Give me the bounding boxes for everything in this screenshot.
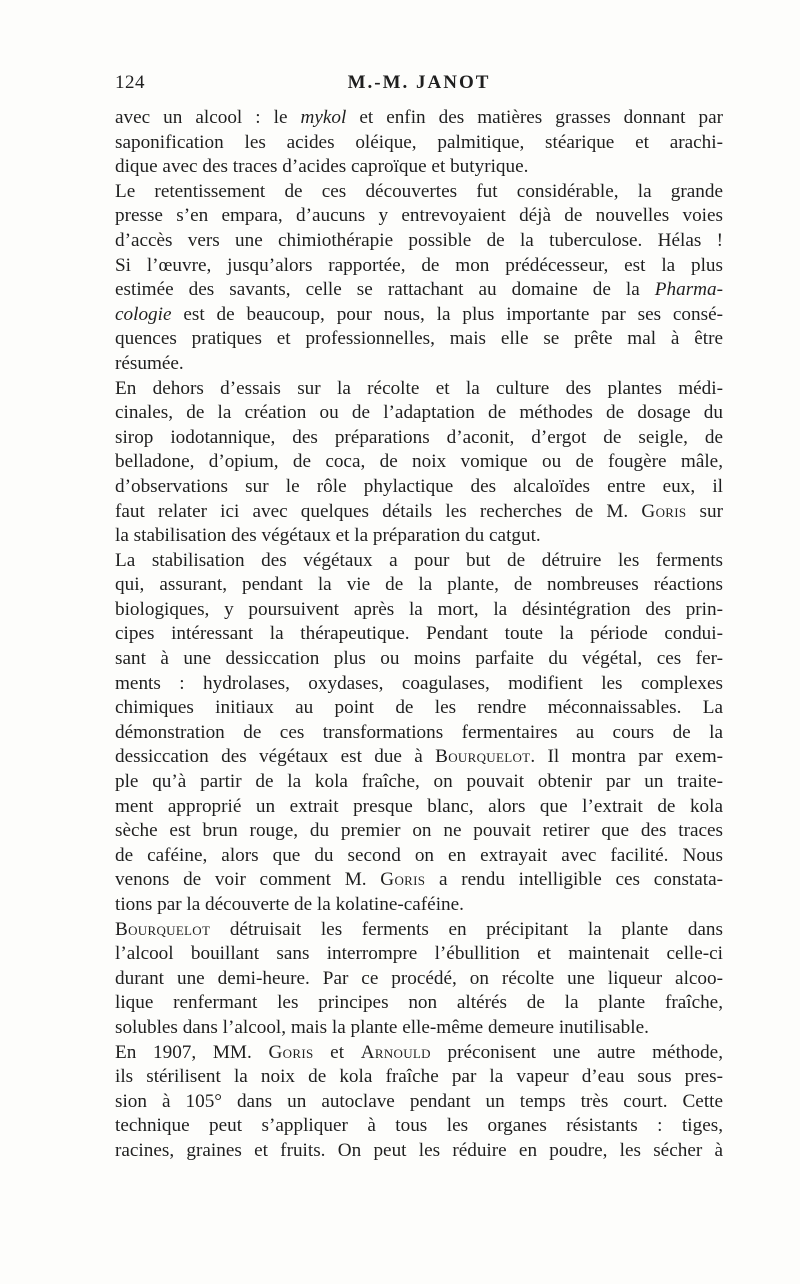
author-name: Goris	[641, 500, 687, 522]
text-line: sant à une dessiccation plus ou moins parfaite du végétal, ces fer-	[115, 648, 723, 670]
text-span: dessiccation des végétaux est due à	[115, 746, 436, 768]
text-line: saponification les acides oléique, palmitique, stéarique et arachi-	[115, 131, 723, 153]
paragraph-3	[115, 254, 723, 377]
running-head: M.-M. JANOT	[347, 72, 491, 93]
author-name: Goris	[380, 869, 426, 891]
text-line	[115, 106, 723, 131]
text-span: venons de voir comment M.	[115, 869, 381, 891]
text-line	[115, 278, 723, 303]
italic-term: Pharma-	[654, 279, 723, 301]
text-line: la stabilisation des végétaux et la préparation du catgut.	[115, 525, 541, 547]
text-span: sur	[686, 500, 724, 522]
text-line: l’alcool bouillant sans interrompre l’ébullition et maintenait celle-ci	[115, 943, 723, 965]
italic-term: cologie	[115, 303, 172, 325]
text-line: démonstration de ces transformations fermentaires au cours de la	[115, 721, 723, 743]
text-line: qui, assurant, pendant la vie de la plante, de nombreuses réactions	[115, 574, 723, 596]
text-span: et	[313, 1041, 361, 1063]
text-line: presse s’en empara, d’aucuns y entrevoyaient déjà de nouvelles voies	[115, 205, 723, 227]
text-line: belladone, d’opium, de coca, de noix vomique ou de fougère mâle,	[115, 451, 723, 473]
text-line: ments : hydrolases, oxydases, coagulases, modifient les complexes	[115, 672, 723, 694]
paragraph-4	[115, 377, 723, 549]
text-line: d’observations sur le rôle phylactique des alcaloïdes entre eux, il	[115, 475, 723, 497]
text-span: préconisent une autre méthode,	[430, 1041, 723, 1063]
text-span: est de beaucoup, pour nous, la plus importante par ses consé-	[171, 303, 723, 325]
text-line: biologiques, y poursuivent après la mort, la désintégration des prin-	[115, 598, 723, 620]
paragraph-2	[115, 180, 723, 254]
text-line	[115, 1041, 723, 1066]
paragraph-6	[115, 918, 723, 1041]
paragraph-5	[115, 549, 723, 918]
text-line	[115, 303, 723, 328]
text-span: estimée des savants, celle se rattachant au domaine de la	[115, 279, 655, 301]
text-line: La stabilisation des végétaux a pour but de détruire les ferments	[115, 549, 723, 571]
text-line: ils stérilisent la noix de kola fraîche par la vapeur d’eau sous pres-	[115, 1066, 723, 1088]
author-name: Goris	[268, 1041, 314, 1063]
text-line: résumée.	[115, 352, 184, 374]
author-name: Bourquelot	[435, 746, 531, 768]
text-line: racines, graines et fruits. On peut les réduire en poudre, les sécher à	[115, 1139, 723, 1161]
text-line: ment approprié un extrait presque blanc, alors que l’extrait de kola	[115, 795, 723, 817]
text-line: Le retentissement de ces découvertes fut considérable, la grande	[115, 180, 723, 202]
text-span: En 1907, MM.	[115, 1041, 269, 1063]
text-line: dique avec des traces d’acides caproïque et butyrique.	[115, 156, 529, 178]
text-line	[115, 500, 723, 525]
author-name: Arnould	[360, 1041, 431, 1063]
text-span: avec un alcool : le	[115, 107, 301, 128]
text-line: cinales, de la création ou de l’adaptation de méthodes de dosage du	[115, 402, 723, 424]
text-line: de caféine, alors que du second on en extrayait avec facilité. Nous	[115, 844, 723, 866]
text-span: et enfin des matières grasses donnant par	[346, 107, 724, 128]
text-span: . Il montra par exem-	[530, 746, 724, 768]
text-line: durant une demi-heure. Par ce procédé, on récolte une liqueur alcoo-	[115, 967, 723, 989]
text-line: sion à 105° dans un autoclave pendant un temps très court. Cette	[115, 1090, 723, 1112]
body-text	[115, 106, 723, 1164]
text-span: détruisait les ferments en précipitant la plante dans	[210, 918, 723, 940]
text-line	[115, 868, 723, 893]
text-line: technique peut s’appliquer à tous les organes résistants : tiges,	[115, 1115, 723, 1137]
text-line: tions par la découverte de la kolatine-caféine.	[115, 894, 464, 915]
text-line	[115, 745, 723, 770]
text-line	[115, 918, 723, 943]
text-line: solubles dans l’alcool, mais la plante elle-même demeure inutilisable.	[115, 1016, 649, 1038]
text-line: sèche est brun rouge, du premier on ne pouvait retirer que des traces	[115, 820, 723, 842]
text-line: d’accès vers une chimiothérapie possible de la tuberculose. Hélas !	[115, 229, 723, 251]
author-name: Bourquelot	[115, 918, 211, 940]
text-line: En dehors d’essais sur la récolte et la culture des plantes médi-	[115, 377, 723, 399]
page-header	[115, 72, 723, 100]
paragraph-7	[115, 1041, 723, 1164]
italic-term: mykol	[300, 107, 347, 128]
text-line: sirop iodotannique, des préparations d’aconit, d’ergot de seigle, de	[115, 426, 723, 448]
text-line: chimiques initiaux au point de les rendre méconnaissables. La	[115, 697, 723, 719]
paragraph-1	[115, 106, 723, 180]
page-number: 124	[115, 72, 145, 93]
text-line: lique renfermant les principes non altérés de la plante fraîche,	[115, 992, 723, 1014]
text-line: Si l’œuvre, jusqu’alors rapportée, de mon prédécesseur, est la plus	[115, 254, 723, 276]
text-line: cipes intéressant la thérapeutique. Pendant toute la période condui-	[115, 623, 723, 645]
text-line: quences pratiques et professionnelles, mais elle se prête mal à être	[115, 328, 723, 350]
text-span: faut relater ici avec quelques détails les recherches de M.	[115, 500, 642, 522]
text-span: a rendu intelligible ces constata-	[425, 869, 723, 891]
text-line: ple qu’à partir de la kola fraîche, on pouvait obtenir par un traite-	[115, 771, 723, 793]
